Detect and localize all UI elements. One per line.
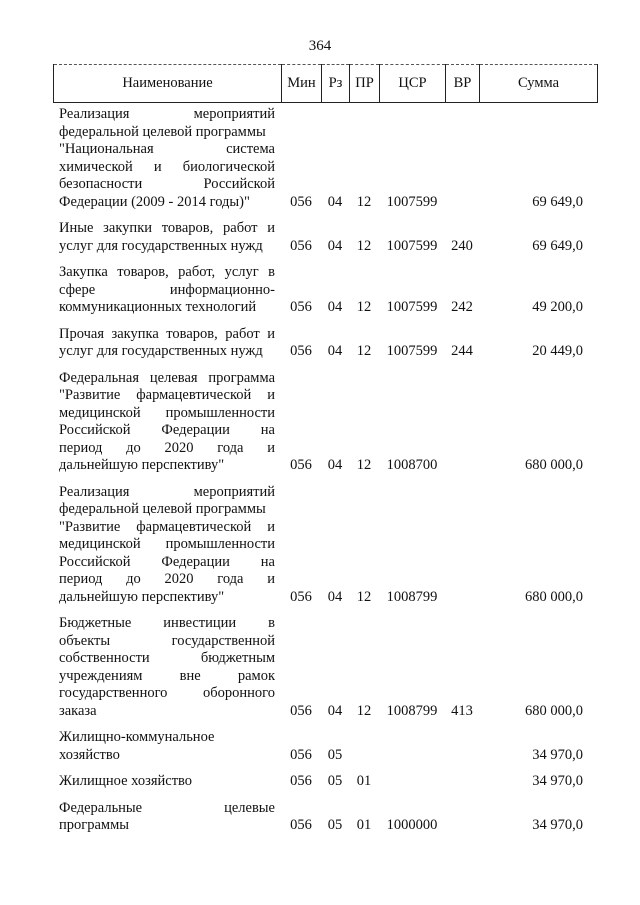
row-name — [53, 264, 281, 326]
row-sum: 680 000,0 — [525, 702, 583, 719]
row-name — [53, 220, 281, 264]
row-pr: 01 — [356, 773, 372, 789]
row-rz: 05 — [327, 773, 343, 789]
row-name-line: "Развитие фармацевтической и — [59, 387, 275, 403]
row-name-line: Закупка товаров, работ, услуг в — [59, 264, 275, 280]
row-name-line: Федеральные целевые — [59, 799, 275, 816]
row-sum: 680 000,0 — [525, 457, 583, 473]
row-vr — [445, 106, 479, 220]
row-min: 056 — [290, 237, 312, 254]
row-min: 056 — [290, 588, 312, 605]
row-csr — [379, 729, 445, 773]
row-name — [53, 800, 281, 844]
row-pr: 12 — [356, 193, 372, 210]
row-name-line: учреждениям вне рамок — [59, 667, 275, 684]
row-rz: 04 — [327, 457, 343, 473]
row-min: 056 — [290, 702, 312, 719]
row-name-line: коммуникационных технологий — [59, 299, 257, 315]
page-number: 364 — [308, 38, 332, 54]
row-pr: 12 — [356, 702, 372, 719]
row-name-line: Бюджетные инвестиции в — [59, 615, 275, 631]
row-sum: 34 970,0 — [532, 817, 583, 833]
row-rz: 04 — [327, 702, 343, 719]
row-min: 056 — [290, 457, 312, 473]
table-row — [53, 106, 597, 220]
row-name-line: федеральной целевой программы — [59, 501, 266, 517]
row-name-line: Жилищно-коммунальное — [59, 729, 215, 745]
row-name-line: Российской Федерации на — [59, 553, 275, 570]
row-pr: 12 — [356, 299, 372, 315]
row-csr: 1008799 — [386, 702, 438, 719]
column-header-sum: Сумма — [480, 65, 598, 103]
row-vr — [445, 773, 479, 800]
row-name-line: "Национальная система — [59, 141, 275, 157]
row-min: 056 — [290, 746, 312, 763]
table-row — [53, 800, 597, 844]
row-csr: 1000000 — [386, 817, 438, 833]
row-name — [53, 484, 281, 616]
row-csr — [379, 773, 445, 800]
row-name-line: Иные закупки товаров, работ и — [59, 220, 275, 236]
row-rz: 04 — [327, 299, 343, 315]
table-row — [53, 484, 597, 616]
row-sum: 69 649,0 — [532, 237, 583, 254]
row-sum: 680 000,0 — [525, 588, 583, 605]
budget-table — [53, 106, 597, 844]
row-pr: 12 — [356, 457, 372, 473]
row-vr: 242 — [451, 299, 473, 315]
row-pr: 12 — [356, 588, 372, 605]
row-name-line: дальнейшую перспективу" — [59, 457, 225, 473]
column-header-min: Мин — [282, 65, 322, 103]
row-name-line: программы — [59, 817, 129, 833]
row-vr: 240 — [451, 237, 473, 254]
table-row — [53, 326, 597, 370]
row-name-line: Реализация мероприятий — [59, 483, 275, 500]
row-csr: 1008700 — [386, 457, 438, 473]
row-vr: 413 — [451, 702, 473, 719]
row-name-line: Российской Федерации на — [59, 422, 275, 438]
row-csr: 1007599 — [386, 299, 438, 315]
row-csr: 1007599 — [386, 237, 438, 254]
row-sum: 20 449,0 — [532, 343, 583, 359]
row-name-line: Реализация мероприятий — [59, 106, 275, 122]
row-name — [53, 773, 281, 800]
row-name — [53, 106, 281, 220]
row-name — [53, 326, 281, 370]
column-header-vr: ВР — [446, 65, 480, 103]
row-rz: 04 — [327, 193, 343, 210]
row-name-line: Федерации (2009 - 2014 годы)" — [59, 193, 250, 210]
table-header — [53, 64, 598, 103]
row-name-line: период до 2020 года и — [59, 571, 275, 587]
row-name-line: Федеральная целевая программа — [59, 369, 275, 386]
row-csr: 1007599 — [386, 343, 438, 359]
row-rz: 05 — [327, 746, 343, 763]
row-rz: 04 — [327, 237, 343, 254]
row-rz: 04 — [327, 588, 343, 605]
row-name-line: хозяйство — [59, 746, 120, 763]
row-name — [53, 729, 281, 773]
row-sum: 34 970,0 — [532, 773, 583, 789]
row-rz: 05 — [327, 817, 343, 833]
row-name-line: заказа — [59, 702, 97, 719]
row-name — [53, 615, 281, 729]
row-vr: 244 — [451, 343, 473, 359]
row-name-line: Жилищное хозяйство — [59, 773, 193, 789]
row-name-line: услуг для государственных нужд — [59, 237, 263, 254]
table-row — [53, 220, 597, 264]
row-csr: 1008799 — [386, 588, 438, 605]
row-vr — [445, 484, 479, 616]
table-row — [53, 773, 597, 800]
table-row — [53, 264, 597, 326]
row-pr: 12 — [356, 237, 372, 254]
row-pr: 01 — [356, 817, 372, 833]
column-header-rz: Рз — [322, 65, 350, 103]
row-min: 056 — [290, 193, 312, 210]
row-sum: 69 649,0 — [532, 193, 583, 210]
column-header-csr: ЦСР — [380, 65, 446, 103]
row-name-line: химической и биологической — [59, 158, 275, 175]
row-name-line: Прочая закупка товаров, работ и — [59, 325, 275, 342]
row-min: 056 — [290, 773, 312, 789]
row-pr — [349, 729, 379, 773]
table-row — [53, 370, 597, 484]
row-name-line: услуг для государственных нужд — [59, 343, 263, 359]
row-name-line: сфере информационно- — [59, 281, 275, 298]
row-vr — [445, 729, 479, 773]
row-vr — [445, 370, 479, 484]
row-name-line: собственности бюджетным — [59, 650, 275, 666]
table-row — [53, 615, 597, 729]
row-name-line: федеральной целевой программы — [59, 123, 266, 140]
row-name-line: объекты государственной — [59, 632, 275, 649]
row-min: 056 — [290, 299, 312, 315]
row-rz: 04 — [327, 343, 343, 359]
row-name-line: медицинской промышленности — [59, 536, 275, 552]
row-vr — [445, 800, 479, 844]
row-name-line: государственного оборонного — [59, 685, 275, 701]
table-row — [53, 729, 597, 773]
row-min: 056 — [290, 817, 312, 833]
row-min: 056 — [290, 343, 312, 359]
row-name-line: период до 2020 года и — [59, 439, 275, 456]
row-pr: 12 — [356, 343, 372, 359]
row-name-line: "Развитие фармацевтической и — [59, 518, 275, 535]
row-sum: 34 970,0 — [532, 746, 583, 763]
row-name-line: дальнейшую перспективу" — [59, 588, 225, 605]
row-sum: 49 200,0 — [532, 299, 583, 315]
row-name — [53, 370, 281, 484]
row-name-line: безопасности Российской — [59, 176, 275, 192]
row-csr: 1007599 — [386, 193, 438, 210]
column-header-name: Наименование — [54, 65, 282, 103]
row-name-line: медицинской промышленности — [59, 404, 275, 421]
column-header-pr: ПР — [350, 65, 380, 103]
